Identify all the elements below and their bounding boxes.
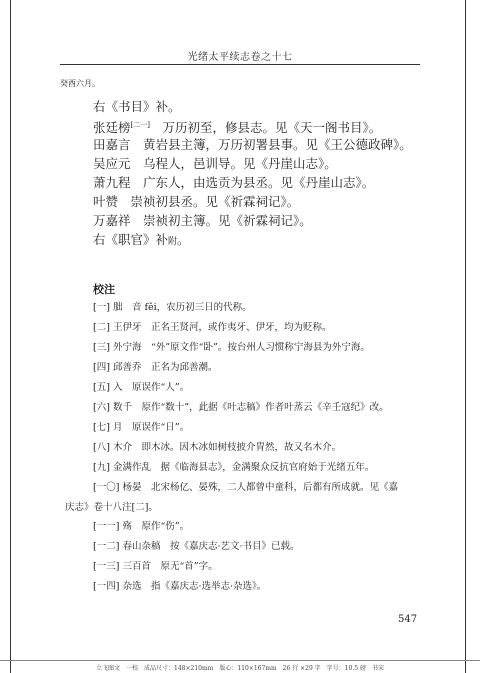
entries-list: [93, 97, 433, 249]
appended-mark: 附: [168, 237, 178, 247]
notes-title: 校注: [93, 283, 115, 296]
note-9: [93, 462, 423, 482]
note-text: 杂选 指《嘉庆志·选举志·杂选》。: [122, 581, 267, 592]
note-number: [一四]: [93, 581, 120, 592]
notes-list: [65, 302, 423, 601]
note-text: 三百首 原无“首”字。: [122, 561, 218, 572]
note-number: [五]: [93, 382, 110, 393]
entry-books-supplement: [93, 97, 433, 116]
note-11: [93, 521, 423, 541]
entry-text: 黄岩县主簿，万历初署县事。见《王公德政碑》。: [143, 137, 412, 152]
note-13: [93, 561, 423, 581]
entry-name: 张廷榜: [93, 120, 131, 136]
entry-name: 吴应元: [93, 156, 131, 171]
entry-wu-yingyuan: [93, 154, 433, 173]
note-4: [93, 362, 423, 382]
entry-text: 广东人，由选贡为县丞。见《丹崖山志》。: [143, 175, 375, 190]
bottom-border-line: [0, 660, 480, 661]
note-10-continuation: 庆志》卷十八注[二]。: [65, 502, 158, 513]
entry-text: 万历初至，修县志。见《天一阁书目》。: [162, 120, 382, 136]
note-text: 殇 原作“伤”。: [122, 521, 190, 532]
page-number: 547: [398, 614, 418, 625]
note-6: [93, 402, 423, 422]
note-2: [93, 322, 423, 342]
right-border-line: [465, 0, 466, 673]
note-number: [八]: [93, 442, 110, 453]
note-number: [一三]: [93, 561, 120, 572]
note-number: [三]: [93, 342, 110, 353]
note-text: 金满作乱 据《临海县志》，金满聚众反抗官府始于光绪五年。: [112, 462, 375, 473]
entry-zhang-tingbang: [93, 116, 433, 135]
note-number: [二]: [93, 322, 110, 333]
note-7: [93, 422, 423, 442]
entry-ye-zan: [93, 192, 433, 211]
running-header: 光绪太平续志卷之十七: [187, 52, 293, 63]
entry-name: 萧九程: [93, 175, 131, 190]
entry-tian-jiayan: [93, 135, 433, 154]
date-text: 癸酉六月。: [60, 79, 100, 88]
entry-text: 右《书目》补。: [93, 99, 181, 114]
header-rule: [60, 64, 420, 65]
note-number: [一二]: [93, 541, 120, 552]
note-1: [93, 302, 423, 322]
entry-text: 乌程人，邑训导。见《丹崖山志》。: [143, 156, 337, 171]
note-5: [93, 382, 423, 402]
entry-name: 万嘉祥: [93, 213, 131, 228]
note-text: 王伊牙 正名王贤河，或作夷牙、伊牙，均为贬称。: [112, 322, 332, 333]
entry-wan-jiaxiang: [93, 211, 433, 230]
entry-xiao-jiucheng: [93, 173, 433, 192]
entry-text: 右《职官》补: [93, 232, 169, 247]
left-border-line: [10, 0, 11, 673]
note-10: [93, 482, 423, 502]
note-number: [一]: [93, 302, 110, 313]
note-text: 外宁海 “外”原文作“卧”。按台州人习惯称宁海县为外宁海。: [112, 342, 370, 353]
entry-officials-supplement: 右《职官》补附。: [93, 232, 190, 247]
note-text: 春山杂稿 按《嘉庆志·艺文·书目》已载。: [122, 541, 300, 552]
note-3: [93, 342, 423, 362]
note-ref: [二一]: [130, 121, 150, 129]
note-8: [93, 442, 423, 462]
note-number: [九]: [93, 462, 110, 473]
note-text: 朏 音 fěi，农历初三日的代称。: [112, 302, 252, 313]
entry-text: 崇祯初县丞。见《祈霖祠记》。: [130, 194, 300, 209]
note-text: 木介 即木冰。因木冰如树枝披介胄然，故又名木介。: [112, 442, 341, 453]
note-text: 入 原误作“人”。: [112, 382, 190, 393]
note-number: [六]: [93, 402, 110, 413]
note-14: [93, 581, 423, 601]
print-footer: 立飞图文 一校 成品尺寸：148×210mm 版心：110×167mm 26 行 ×29 字 字号：10.5 磅 书宋: [96, 665, 384, 672]
note-number: [四]: [93, 362, 110, 373]
note-number: [一〇]: [93, 482, 120, 493]
note-text: 月 原误作“日”。: [112, 422, 190, 433]
note-text: 数千 原作“数十”，此据《叶志稿》作者叶蒸云《辛壬寇纪》改。: [112, 402, 389, 413]
entry-name: 田嘉言: [93, 137, 131, 152]
date-line: [60, 78, 100, 89]
note-number: [七]: [93, 422, 110, 433]
note-12: [93, 541, 423, 561]
entry-text: 崇祯初主簿。见《祈霖祠记》。: [143, 213, 312, 228]
entry-name: 叶赞: [93, 194, 119, 209]
note-text: 杨晏 北宋杨亿、晏殊，二人都曾中童科，后都有所成就。见《嘉: [122, 482, 398, 493]
note-number: [一一]: [93, 521, 120, 532]
note-text: 邱善乔 正名为邱善潮。: [112, 362, 218, 373]
